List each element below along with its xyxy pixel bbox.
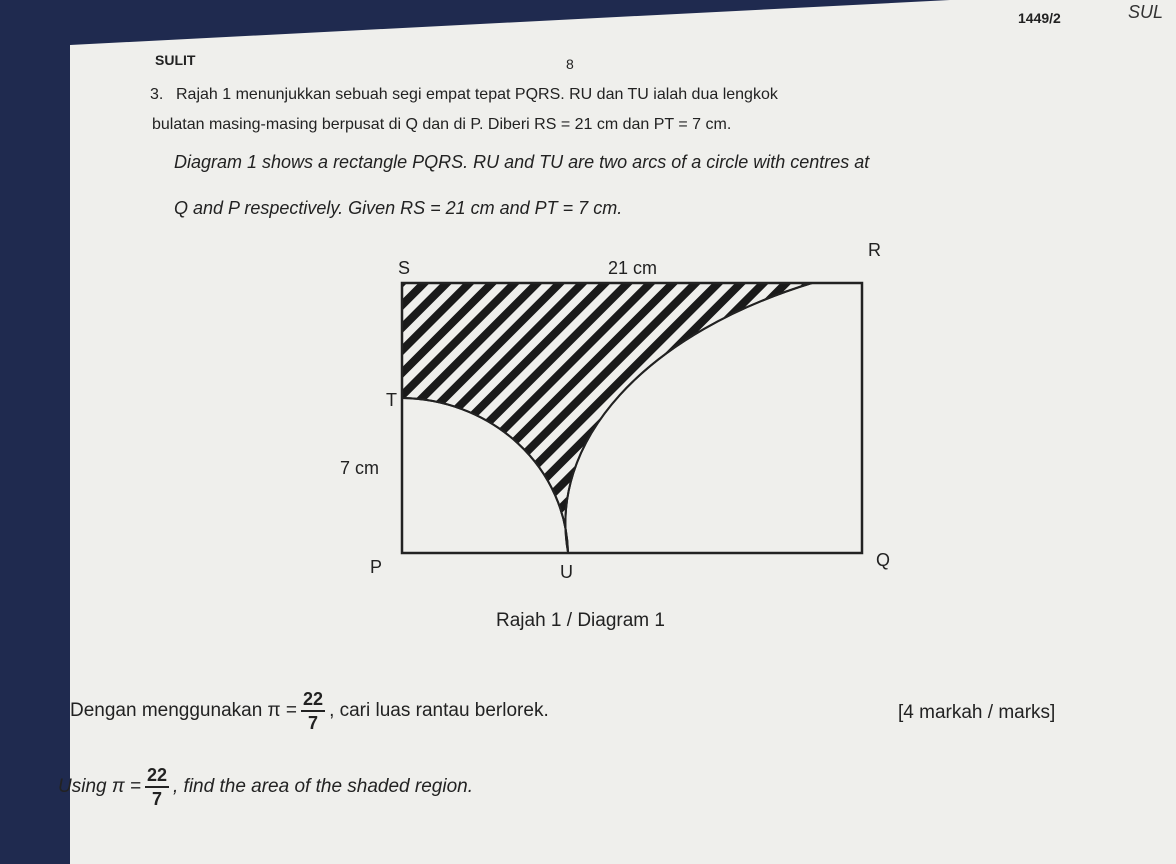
question-number: 3. bbox=[150, 86, 164, 103]
sulit-left: SULIT bbox=[155, 52, 196, 68]
shaded-region bbox=[402, 283, 812, 552]
question-en-line2: Q and P respectively. Given RS = 21 cm and PT = 7 cm. bbox=[174, 198, 623, 218]
question-ms-line1: Rajah 1 menunjukkan sebuah segi empat tepat PQRS. RU dan TU ialah dua lengkok bbox=[176, 86, 778, 103]
task-en bbox=[58, 764, 473, 810]
pi-numerator: 22 bbox=[301, 688, 325, 712]
label-t: T bbox=[386, 390, 397, 410]
label-side-length: 7 cm bbox=[340, 458, 380, 478]
question-ms-line2: bulatan masing-masing berpusat di Q dan di P. Diberi RS = 21 cm dan PT = 7 cm. bbox=[152, 116, 732, 133]
task-en-suffix: , find the area of the shaded region. bbox=[173, 776, 473, 798]
diagram-caption: Rajah 1 / Diagram 1 bbox=[496, 610, 665, 631]
task-ms-suffix: , cari luas rantau berlorek. bbox=[329, 700, 549, 722]
label-r: R bbox=[868, 240, 881, 260]
pi-denominator-en: 7 bbox=[151, 789, 162, 809]
sulit-right: SUL bbox=[1128, 2, 1164, 22]
paper-code: 1449/2 bbox=[1018, 10, 1061, 26]
marks-label: [4 markah / marks] bbox=[898, 702, 1056, 723]
task-en-prefix: Using π = bbox=[58, 776, 141, 798]
pi-numerator-en: 22 bbox=[145, 764, 169, 788]
label-q: Q bbox=[876, 550, 891, 570]
label-top-length: 21 cm bbox=[608, 258, 658, 278]
task-ms bbox=[70, 688, 549, 734]
page-number: 8 bbox=[566, 56, 574, 72]
question-en-line1: Diagram 1 shows a rectangle PQRS. RU and TU are two arcs of a circle with centres at bbox=[174, 152, 870, 172]
label-p: P bbox=[370, 557, 383, 577]
pi-denominator: 7 bbox=[308, 713, 319, 733]
label-s: S bbox=[398, 258, 411, 278]
pi-fraction-ms bbox=[301, 688, 325, 734]
pi-fraction-en bbox=[145, 764, 169, 810]
label-u: U bbox=[560, 562, 573, 582]
task-ms-prefix: Dengan menggunakan π = bbox=[70, 700, 298, 722]
